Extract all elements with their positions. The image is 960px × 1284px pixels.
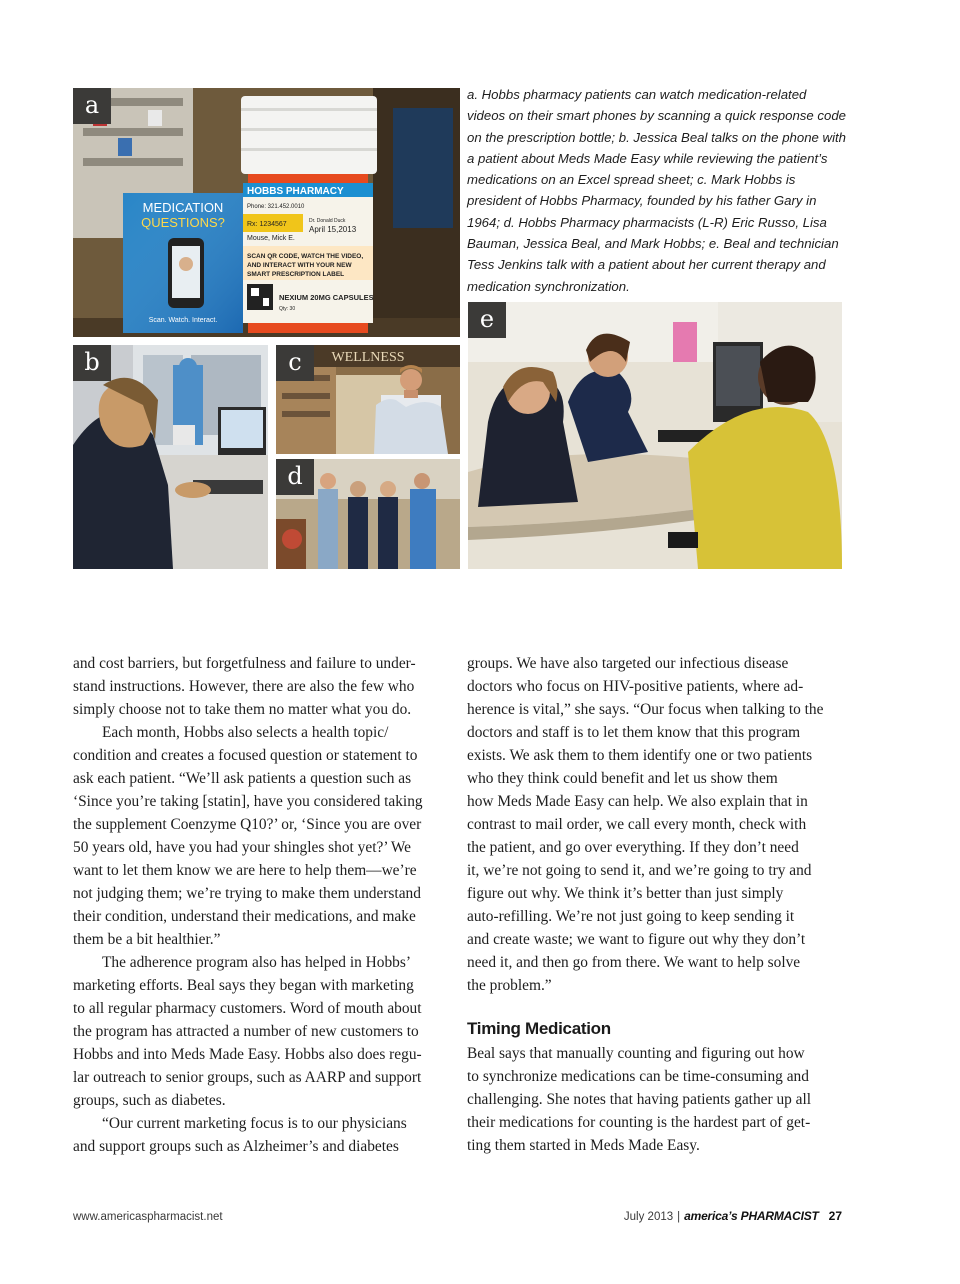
text-line: them be a bit healthier.”: [73, 931, 221, 948]
bottle-label-store: HOBBS PHARMACY: [247, 186, 344, 197]
text-line: it, we’re not going to send it, and we’re going to try and: [467, 862, 812, 879]
figure-label-d: d: [276, 459, 314, 495]
footer-separator: |: [677, 1211, 681, 1223]
text-line: the patient, and go over everything. If they don’t need: [467, 839, 799, 856]
svg-text:Mouse, Mick E.: Mouse, Mick E.: [247, 235, 295, 242]
text-line: the supplement Coenzyme Q10?’ or, ‘Since you are over: [73, 816, 422, 833]
text-line: want to let them know we are here to help them—we’re: [73, 862, 417, 879]
text-line: doctors and staff is to let them know that this program: [467, 724, 801, 741]
figure-caption: a. Hobbs pharmacy patients can watch medication-related videos on their smart phones by scanning a quick response code on the prescription bottle; b. Jessica Beal talks on the phone with a patient about Meds Made Easy while reviewing the patient’s medications on an Excel spread sheet; c. Mark Hobbs is president of Hobbs Pharmacy, founded by his father Gary in 1964; d. Hobbs Pharmacy pharmacists (L-R) Eric Russo, Lisa Bauman, Jessica Beal, and Mark Hobbs; e. Beal and technician Tess Jenkins talk with a patient about her current therapy and medication synchronization.: [467, 87, 846, 294]
text-line: how Meds Made Easy can help. We also explain that in: [467, 793, 808, 810]
text-line: challenging. She notes that having patients gather up all: [467, 1091, 812, 1108]
paragraph: [73, 721, 450, 951]
figure-label-a: a: [73, 88, 111, 124]
text-line: need it, and then go from there. We want to help solve: [467, 954, 801, 971]
paragraph: [467, 1042, 844, 1157]
figure-label-e: e: [468, 302, 506, 338]
body-column-left: [73, 652, 450, 1158]
svg-text:SCAN QR CODE, WATCH THE VIDEO,: SCAN QR CODE, WATCH THE VIDEO,: [247, 253, 364, 260]
text-line: and cost barriers, but forgetfulness and failure to under-: [73, 655, 416, 672]
text-line: doctors who focus on HIV-positive patients, where ad-: [467, 678, 804, 695]
text-line: their condition, understand their medications, and make: [73, 908, 416, 925]
svg-text:Qty: 30: Qty: 30: [279, 306, 296, 312]
text-line: who they think could benefit and let us show them: [467, 770, 778, 787]
text-line: and create waste; we want to figure out why they don’t: [467, 931, 806, 948]
magazine-name: america’s PHARMACIST: [684, 1209, 819, 1223]
wellness-sign: WELLNESS: [331, 350, 405, 365]
footer-url: www.americaspharmacist.net: [73, 1211, 223, 1223]
text-line: condition and creates a focused question or statement to: [73, 747, 418, 764]
page-number: 27: [828, 1209, 842, 1223]
photo-e-image: [468, 302, 842, 569]
text-line: ting them started in Meds Made Easy.: [467, 1137, 700, 1154]
paragraph: [73, 1112, 450, 1158]
paragraph: [467, 652, 844, 997]
photo-e-patient-consult: [468, 302, 842, 569]
text-line: groups. We have also targeted our infectious disease: [467, 655, 789, 672]
text-line: to synchronize medications can be time-consuming and: [467, 1068, 809, 1085]
box-title: MEDICATION: [142, 200, 224, 215]
footer-date: July 2013: [623, 1211, 674, 1223]
text-line: Hobbs and into Meds Made Easy. Hobbs also does regu-: [73, 1046, 422, 1063]
text-line: The adherence program also has helped in Hobbs’: [102, 954, 411, 971]
text-line: “Our current marketing focus is to our physicians: [102, 1115, 407, 1132]
text-line: stand instructions. However, there are also the few who: [73, 678, 415, 695]
photo-b-beal-on-phone: [73, 345, 268, 569]
photo-a-image: [73, 88, 460, 337]
text-line: to all regular pharmacy customers. Word of mouth about: [73, 1000, 422, 1017]
paragraph: [73, 951, 450, 1112]
paragraph: [73, 652, 450, 721]
svg-text:QUESTIONS?: QUESTIONS?: [141, 215, 225, 230]
text-line: contrast to mail order, we call every month, check with: [467, 816, 807, 833]
text-line: and support groups such as Alzheimer’s and diabetes: [73, 1138, 399, 1155]
svg-text:SMART PRESCRIPTION LABEL: SMART PRESCRIPTION LABEL: [247, 271, 345, 278]
svg-text:AND INTERACT WITH YOUR NEW: AND INTERACT WITH YOUR NEW: [247, 262, 352, 269]
text-line: auto-refilling. We’re not just going to keep sending it: [467, 908, 795, 925]
text-line: their medications for counting is the hardest part of get-: [467, 1114, 811, 1131]
figure-label-b: b: [73, 345, 111, 381]
box-footer: Scan. Watch. Interact.: [148, 317, 218, 324]
text-line: not judging them; we’re trying to make them understand: [73, 885, 421, 902]
text-line: ‘Since you’re taking [statin], have you considered taking: [73, 793, 423, 810]
text-line: Beal says that manually counting and figuring out how: [467, 1045, 805, 1062]
text-line: Each month, Hobbs also selects a health topic/: [102, 724, 389, 741]
text-line: simply choose not to take them no matter what you do.: [73, 701, 412, 718]
photo-c-mark-hobbs: [276, 345, 460, 454]
text-line: exists. We ask them to them identify one or two patients: [467, 747, 813, 764]
svg-text:NEXIUM 20MG CAPSULES: NEXIUM 20MG CAPSULES: [279, 293, 374, 302]
svg-text:April 15,2013: April 15,2013: [309, 225, 357, 234]
text-line: lar outreach to senior groups, such as AARP and support: [73, 1069, 422, 1086]
photo-a-prescription-bottle: [73, 88, 460, 337]
text-line: ask each patient. “We’ll ask patients a question such as: [73, 770, 412, 787]
figure-label-c: c: [276, 345, 314, 381]
text-line: figure out why. We think it’s better than just simply: [467, 885, 784, 902]
svg-text:Rx: 1234567: Rx: 1234567: [247, 221, 287, 228]
text-line: groups, such as diabetes.: [73, 1092, 226, 1109]
body-column-right: [467, 652, 844, 1157]
text-line: marketing efforts. Beal says they began with marketing: [73, 977, 414, 994]
section-heading: Timing Medication: [467, 1019, 611, 1038]
svg-text:Phone: 321.452.0010: Phone: 321.452.0010: [247, 204, 305, 210]
text-line: the program has attracted a number of new customers to: [73, 1023, 419, 1040]
footer-issue: [624, 1209, 842, 1223]
text-line: herence is vital,” she says. “Our focus when talking to the: [467, 701, 824, 718]
text-line: the problem.”: [467, 977, 552, 994]
text-line: 50 years old, have you had your shingles shot yet?’ We: [73, 839, 411, 856]
svg-text:Dr. Donald Duck: Dr. Donald Duck: [309, 218, 346, 224]
photo-d-pharmacists: [276, 459, 460, 569]
